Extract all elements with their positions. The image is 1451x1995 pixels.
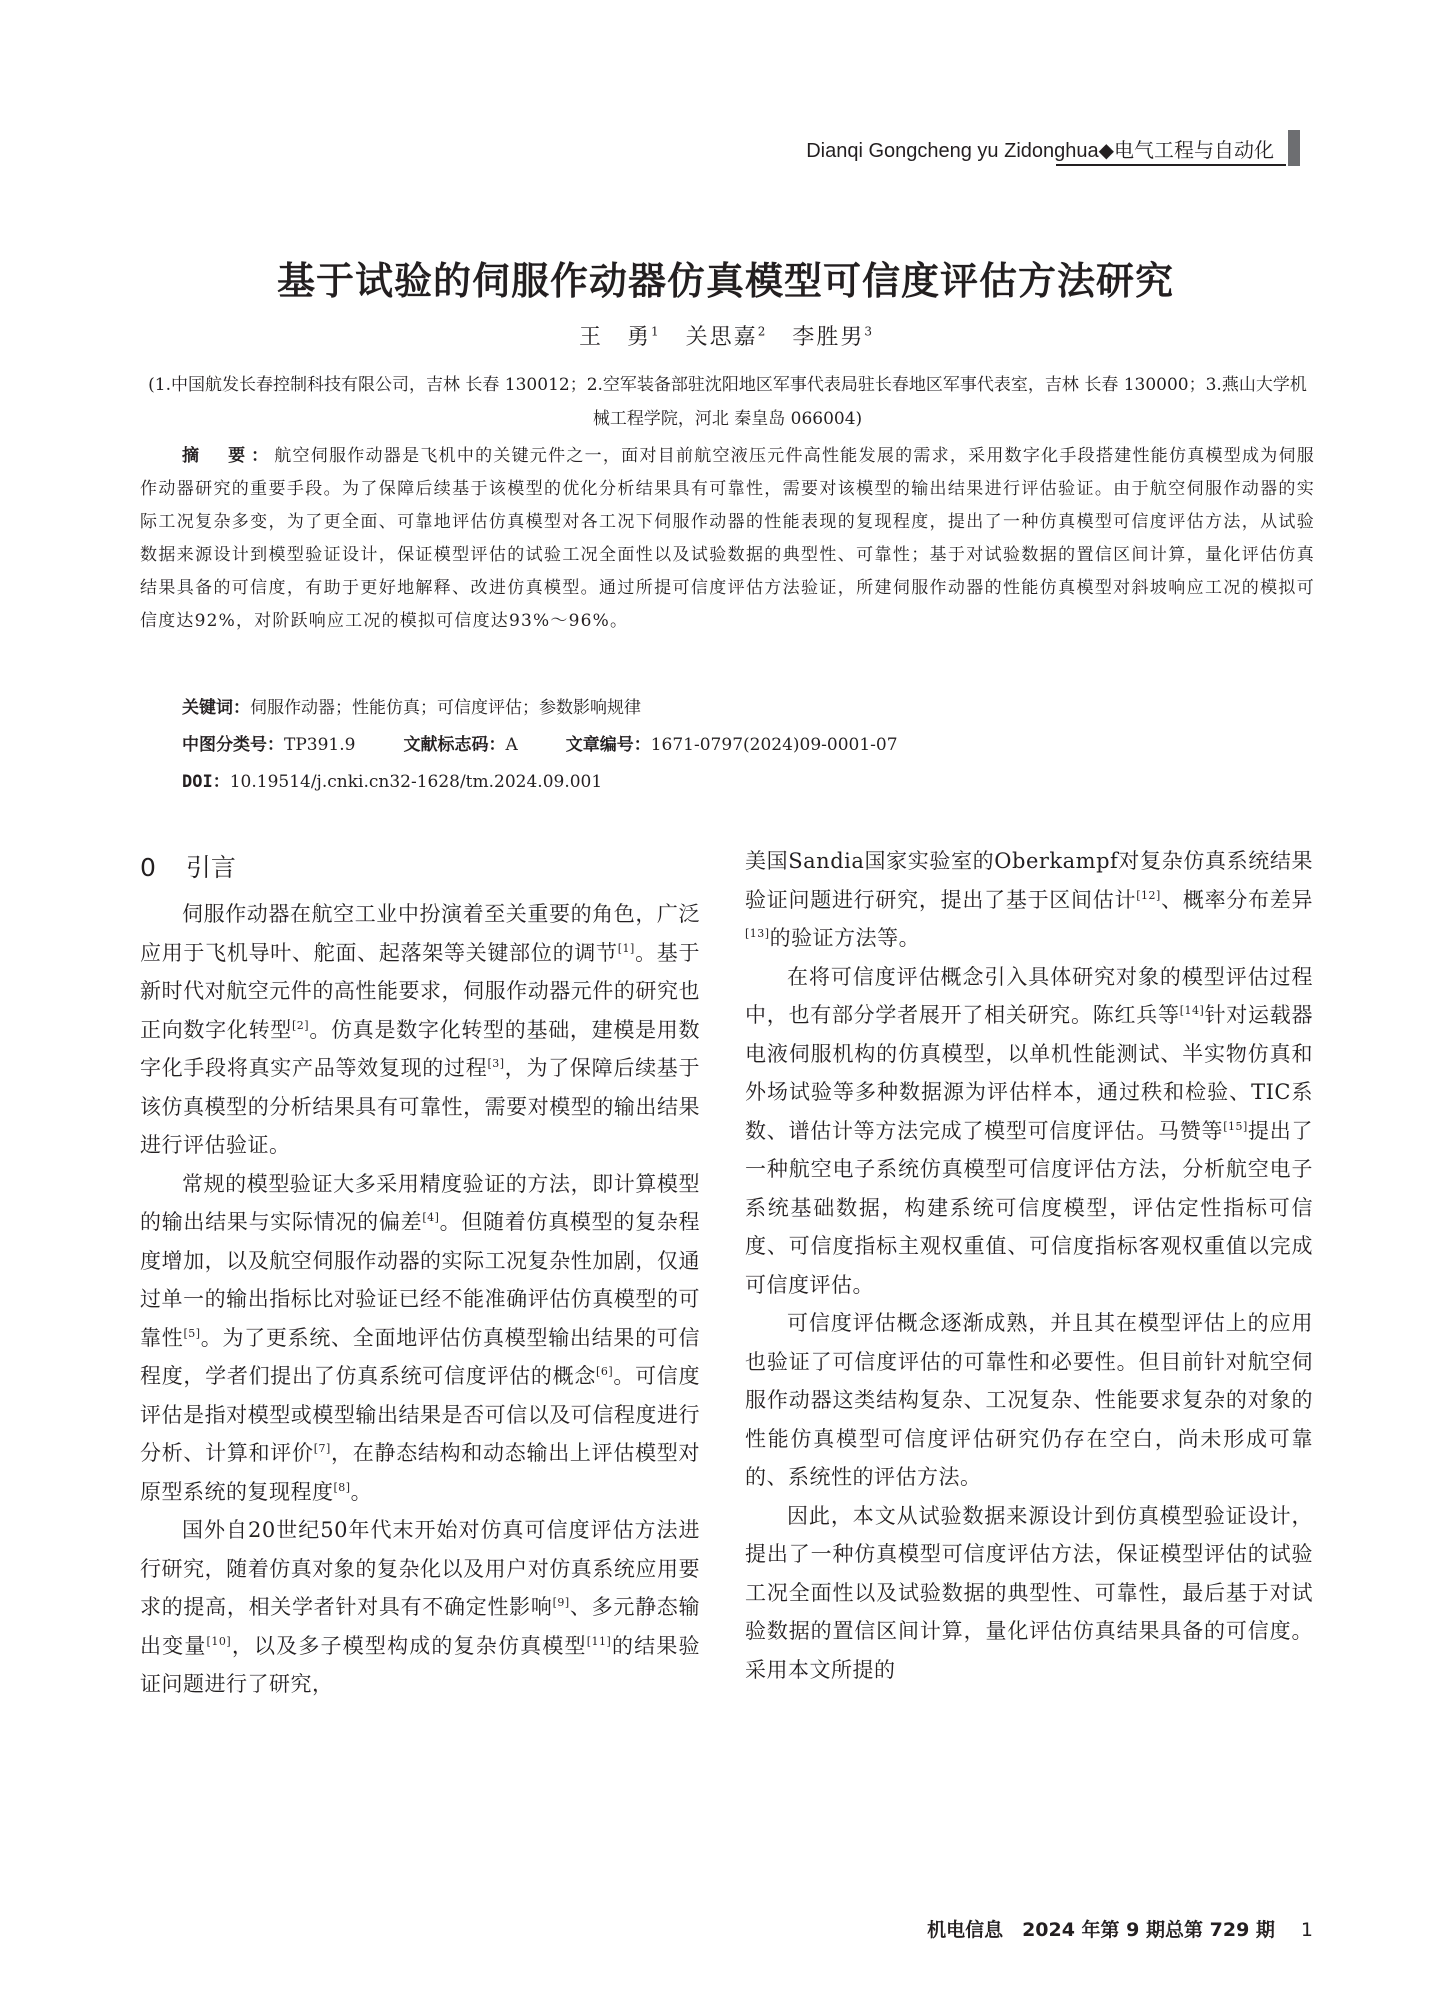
paragraph-text: 的结果验证问题进行了研究， bbox=[140, 1633, 701, 1696]
citation-ref: [14] bbox=[1179, 1004, 1205, 1017]
author-list bbox=[0, 320, 1451, 351]
citation-ref: [9] bbox=[552, 1596, 570, 1609]
paragraph-text: 。为了更系统、全面地评估仿真模型输出结果的可信程度，学者们提出了仿真系统可信度评估的概念 bbox=[140, 1325, 701, 1388]
paragraph-text: 针对运载器电液伺服机构的仿真模型，以单机性能测试、半实物仿真和外场试验等多种数据源为评估样本，通过秩和检验、TIC系数、谱估计等方法完成了模型可信度评估。马赞等 bbox=[745, 1003, 1314, 1143]
article-no-value: 1671-0797(2024)09-0001-07 bbox=[650, 735, 898, 755]
citation-ref: [3] bbox=[487, 1057, 505, 1070]
body-paragraph bbox=[745, 1497, 1313, 1690]
author-affil-mark: 1 bbox=[651, 324, 659, 339]
clc-value: TP391.9 bbox=[284, 735, 356, 755]
paragraph-text: 伺服作动器在航空工业中扮演着至关重要的角色，广泛应用于飞机导叶、舵面、起落架等关键部位的调节 bbox=[140, 902, 700, 965]
doi-label: DOI： bbox=[182, 772, 230, 792]
paragraph-text: ，以及多子模型构成的复杂仿真模型 bbox=[231, 1633, 587, 1658]
section-title: 引言 bbox=[185, 853, 236, 882]
footer-journal: 机电信息 2024 年第 9 期总第 729 期 bbox=[927, 1919, 1275, 1941]
paragraph-text: 因此，本文从试验数据来源设计到仿真模型验证设计，提出了一种仿真模型可信度评估方法，保证模型评估的试验工况全面性以及试验数据的典型性、可靠性，最后基于对试验数据的置信区间计算，量化评估仿真结果具备的可信度。采用本文所提的 bbox=[745, 1503, 1313, 1682]
paragraph-text: ，为了保障后续基于该仿真模型的分析结果具有可靠性，需要对模型的输出结果进行评估验证。 bbox=[140, 1056, 701, 1157]
citation-ref: [11] bbox=[586, 1634, 612, 1648]
doi-value: 10.19514/j.cnki.cn32-1628/tm.2024.09.001 bbox=[229, 772, 603, 792]
body-column-left bbox=[140, 895, 700, 1704]
paragraph-text: 。但随着仿真模型的复杂程度增加，以及航空伺服作动器的实际工况复杂性加剧，仅通过单一的输出指标比对验证已经不能准确评估仿真模型的可靠性 bbox=[140, 1210, 701, 1350]
header-rule bbox=[1056, 164, 1286, 166]
header-bar bbox=[1288, 130, 1300, 166]
citation-ref: [4] bbox=[422, 1211, 440, 1224]
paragraph-text: 、多元静态输出变量 bbox=[140, 1595, 701, 1658]
paragraph-text: ，在静态结构和动态输出上评估模型对原型系统的复现程度 bbox=[140, 1441, 701, 1504]
affiliations: (1.中国航发长春控制科技有限公司，吉林 长春 130012；2.空军装备部驻沈阳地区军事代表局驻长春地区军事代表室，吉林 长春 130000；3.燕山大学机械工程学院，河北 秦皇岛 066004) bbox=[148, 375, 1307, 429]
paper-title: 基于试验的伺服作动器仿真模型可信度评估方法研究 bbox=[276, 259, 1174, 303]
citation-ref: [10] bbox=[206, 1634, 232, 1648]
citation-ref: [1] bbox=[617, 941, 635, 955]
doc-code-value: A bbox=[505, 735, 518, 755]
paragraph-text: 。基于新时代对航空元件的高性能要求，伺服作动器元件的研究也正向数字化转型 bbox=[140, 940, 701, 1042]
citation-ref: [8] bbox=[333, 1480, 351, 1494]
page-footer bbox=[927, 1915, 1313, 1942]
body-paragraph bbox=[140, 1511, 700, 1704]
running-header bbox=[780, 130, 1300, 170]
paragraph-text: 在将可信度评估概念引入具体研究对象的模型评估过程中，也有部分学者展开了相关研究。陈红兵等 bbox=[745, 964, 1313, 1027]
body-paragraph bbox=[140, 895, 700, 1165]
author-name: 关思嘉 bbox=[685, 325, 758, 350]
citation-ref: [15] bbox=[1223, 1119, 1248, 1133]
section-heading bbox=[140, 848, 236, 884]
page-number: 1 bbox=[1300, 1919, 1313, 1941]
body-paragraph bbox=[745, 1304, 1313, 1497]
citation-ref: [2] bbox=[292, 1018, 310, 1032]
citation-ref: [13] bbox=[745, 927, 770, 940]
paragraph-text: 美国Sandia国家实验室的Oberkampf对复杂仿真系统结果验证问题进行研究，提出了基于区间估计 bbox=[745, 849, 1313, 912]
running-header-text: Dianqi Gongcheng yu Zidonghua◆电气工程与自动化 bbox=[806, 140, 1274, 162]
citation-ref: [7] bbox=[313, 1442, 331, 1455]
keywords-text: 伺服作动器；性能仿真；可信度评估；参数影响规律 bbox=[250, 698, 641, 718]
keywords bbox=[182, 693, 641, 718]
section-number: 0 bbox=[140, 853, 156, 882]
paragraph-text: 常规的模型验证大多采用精度验证的方法，即计算模型的输出结果与实际情况的偏差 bbox=[140, 1171, 700, 1234]
paragraph-text: 。 bbox=[350, 1479, 373, 1504]
clc-label: 中图分类号： bbox=[182, 735, 284, 755]
citation-ref: [6] bbox=[596, 1365, 614, 1378]
body-paragraph bbox=[745, 958, 1313, 1305]
doc-code-label: 文献标志码： bbox=[403, 735, 506, 755]
citation-ref: [12] bbox=[1136, 888, 1161, 902]
author-name: 李胜男 bbox=[792, 325, 865, 350]
body-paragraph bbox=[140, 1165, 700, 1512]
author-affil-mark: 2 bbox=[757, 324, 766, 339]
article-no-label: 文章编号： bbox=[565, 735, 651, 755]
abstract bbox=[140, 440, 1315, 638]
paragraph-text: 国外自20世纪50年代末开始对仿真可信度评估方法进行研究，随着仿真对象的复杂化以及用户对仿真系统应用要求的提高，相关学者针对具有不确定性影响 bbox=[140, 1518, 700, 1619]
paragraph-text: 、概率分布差异 bbox=[1160, 887, 1314, 912]
paragraph-text: 可信度评估概念逐渐成熟，并且其在模型评估上的应用也验证了可信度评估的可靠性和必要性。但目前针对航空伺服作动器这类结构复杂、工况复杂、性能要求复杂的对象的性能仿真模型可信度评估研究仍存在空白，尚未形成可靠的、系统性的评估方法。 bbox=[745, 1311, 1313, 1489]
body-column-right bbox=[745, 842, 1313, 1689]
citation-ref: [5] bbox=[183, 1326, 201, 1340]
abstract-label: 摘 要： bbox=[182, 446, 275, 466]
keywords-label: 关键词： bbox=[182, 698, 250, 718]
author-affil-mark: 3 bbox=[864, 324, 872, 339]
abstract-text: 航空伺服作动器是飞机中的关键元件之一，面对目前航空液压元件高性能发展的需求，采用数字化手段搭建性能仿真模型成为伺服作动器研究的重要手段。为了保障后续基于该模型的优化分析结果具有可靠性，需要对该模型的输出结果进行评估验证。由于航空伺服作动器的实际工况复杂多变，为了更全面、可靠地评估仿真模型对各工况下伺服作动器的性能表现的复现程度，提出了一种仿真模型可信度评估方法，从试验数据来源设计到模型验证设计，保证模型评估的试验工况全面性以及试验数据的典型性、可靠性；基于对试验数据的置信区间计算，量化评估仿真结果具备的可信度，有助于更好地解释、改进仿真模型。通过所提可信度评估方法验证，所建伺服作动器的性能仿真模型对斜坡响应工况的模拟可信度达92%，对阶跃响应工况的模拟可信度达93%～96%。 bbox=[140, 446, 1316, 631]
classification-line bbox=[182, 730, 898, 755]
body-paragraph bbox=[745, 842, 1313, 958]
doi-line bbox=[182, 767, 602, 792]
paragraph-text: 的验证方法等。 bbox=[769, 926, 921, 950]
paragraph-text: 。可信度评估是指对模型或模型输出结果是否可信以及可信程度进行分析、计算和评价 bbox=[140, 1364, 701, 1465]
paragraph-text: 提出了一种航空电子系统仿真模型可信度评估方法，分析航空电子系统基础数据，构建系统可信度模型，评估定性指标可信度、可信度指标主观权重值、可信度指标客观权重值以完成可信度评估。 bbox=[745, 1118, 1314, 1297]
paragraph-text: 。仿真是数字化转型的基础，建模是用数字化手段将真实产品等效复现的过程 bbox=[140, 1017, 701, 1080]
author-name: 王 勇 bbox=[579, 325, 652, 350]
